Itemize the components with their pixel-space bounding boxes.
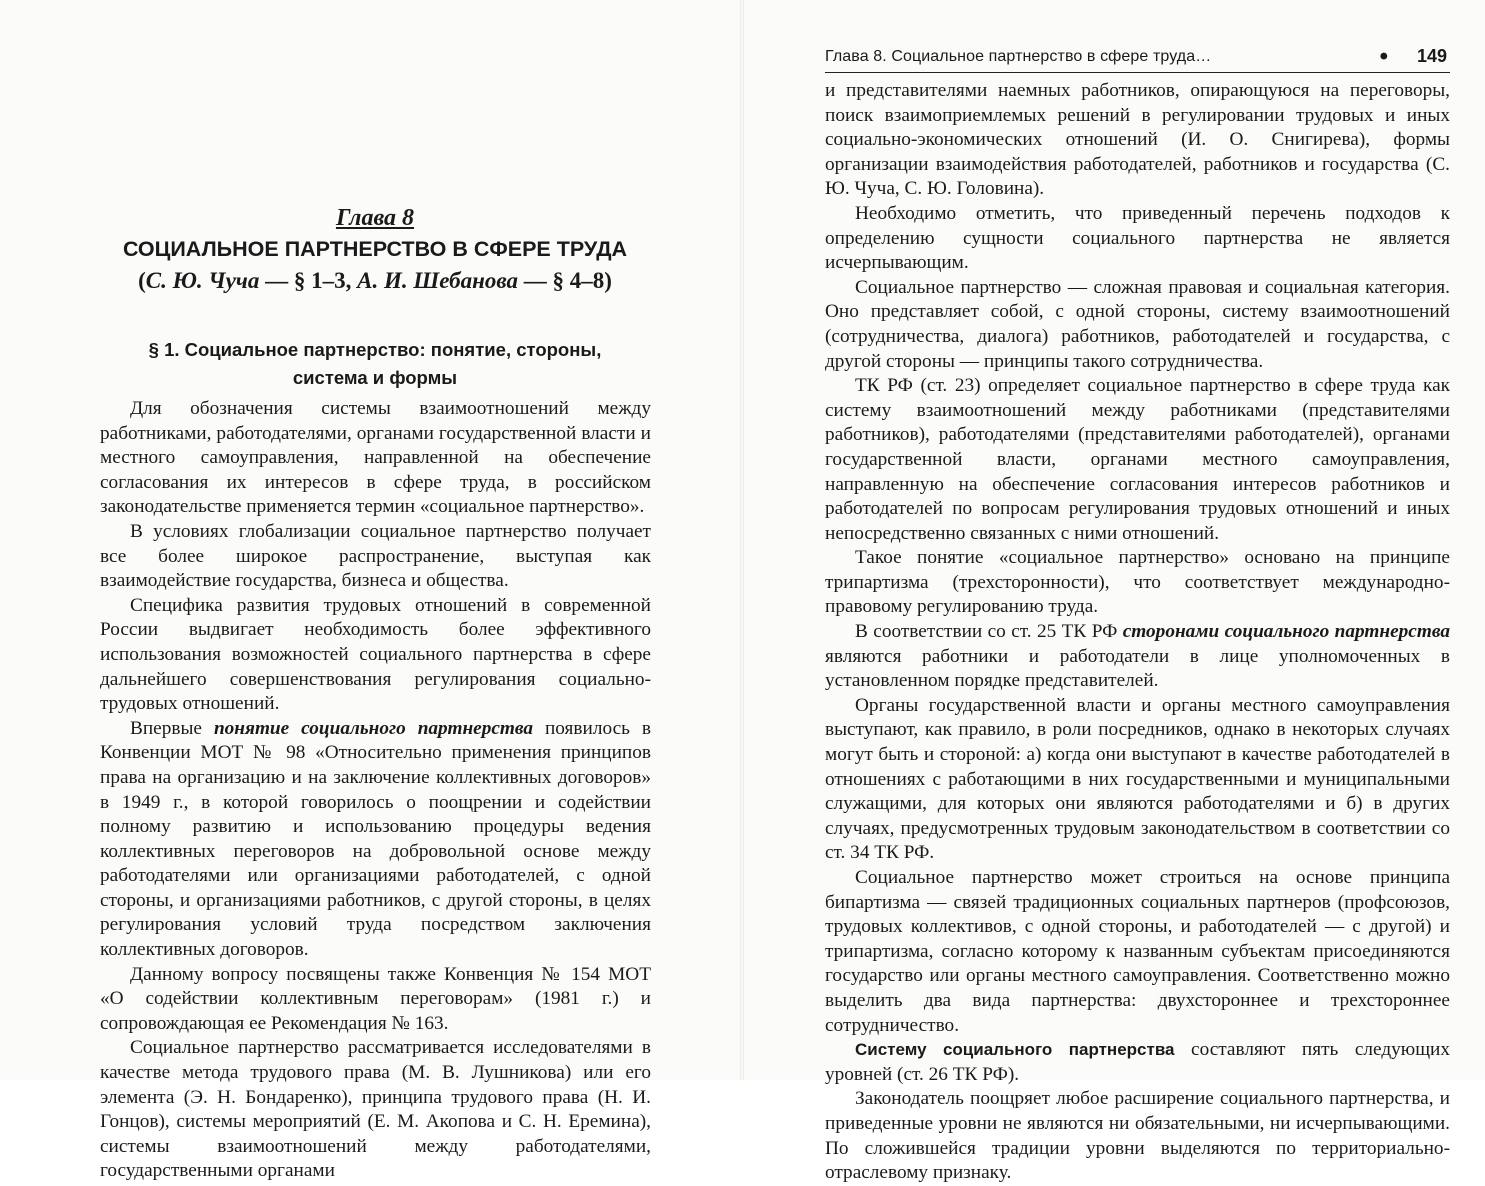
paragraph: Социальное партнерство — сложная правовая и социальная категория. Оно представляет собой, с одной стороны, систему взаимоотношений (сотрудничества, диалога) работников, работодателей и государства, с другой стороны — принципы такого сотрудничества. xyxy=(825,276,1450,372)
paragraph: и представителями наемных работников, опирающуюся на переговоры, поиск взаимоприемлемых решений в регулировании трудовых и иных социально-экономических отношений (И. О. Снигирева), формы организации взаимодействия работодателей, работников и государства (С. Ю. Чуча, С. Ю. Головина). xyxy=(825,80,1450,200)
paragraph xyxy=(100,717,651,963)
author-2-sections: — § 4–8) xyxy=(518,268,612,293)
paragraph: Специфика развития трудовых отношений в современной России выдвигает необходимость более эффективного использования возможностей социального партнерства в сфере дальнейшего совершенствования регулирования социально-трудовых отношений. xyxy=(100,594,651,715)
author-1-sections: — § 1–3, xyxy=(259,268,358,293)
left-body-text xyxy=(100,397,651,1184)
text-run: В соответствии со ст. 25 ТК РФ xyxy=(855,621,1123,643)
term-emphasis: сторонами социального партнерства xyxy=(1122,621,1450,643)
paragraph: Законодатель поощряет любое расширение социального партнерства, и приведенные уровни не являются ни обязательными, ни исчерпывающими. По сложившейся традиции уровни выделяются по территориально-отраслевому признаку. xyxy=(825,1088,1450,1184)
authors-open: ( xyxy=(138,268,146,293)
term-emphasis: понятие социального партнерства xyxy=(213,717,534,739)
right-page xyxy=(742,0,1485,1184)
section-heading-line-1: § 1. Социальное партнерство: понятие, стороны, xyxy=(148,339,602,360)
bullet-icon: • xyxy=(1379,43,1388,70)
text-run: являются работники и работодатели в лице уполномоченных в установленном порядке представителей. xyxy=(825,645,1450,692)
chapter-number: Глава 8 xyxy=(335,205,415,231)
author-1: С. Ю. Чуча xyxy=(145,268,260,293)
text-run: составляют пять следующих уровней (ст. 26 ТК РФ). xyxy=(825,1039,1451,1085)
paragraph: Для обозначения системы взаимоотношений между работниками, работодателями, органами государственной власти и местного самоуправления, направленной на обеспечение согласования их интересов в сфере труда, в российском законодательстве применяется термин «социальное партнерство». xyxy=(100,398,651,518)
paragraph: В условиях глобализации социальное партнерство получает все более широкое распространение, выступая как взаимодействие государства, бизнеса и общества. xyxy=(100,520,651,592)
section-heading-line-2: система и формы xyxy=(292,367,458,388)
paragraph: Социальное партнерство рассматривается исследователями в качестве метода трудового права (М. В. Лушникова) или его элемента (Э. Н. Бондаренко), принципа трудового права (Н. И. Гонцов), системы мероприятий (Е. М. Акопова и С. Н. Еремина), системы взаимоотношений между работодателями, государственными органами xyxy=(100,1037,651,1182)
chapter-heading xyxy=(100,203,650,297)
paragraph: ТК РФ (ст. 23) определяет социальное партнерство в сфере труда как систему взаимоотношений между работниками (представителями работников), работодателями (представителями работодателей), органами государственной власти, органами местного самоуправления, направленную на обеспечение согласования интересов работников и работодателей по вопросам регулирования трудовых отношений и иных непосредственно связанных с ними отношений. xyxy=(825,375,1450,544)
running-header xyxy=(825,44,1450,73)
paragraph: Необходимо отметить, что приведенный перечень подходов к определению сущности социального партнерства не является исчерпывающим. xyxy=(825,202,1450,274)
author-2: А. И. Шебанова xyxy=(357,268,519,293)
running-header-title: Глава 8. Социальное партнерство в сфере труда… xyxy=(825,48,1212,65)
paragraph: Такое понятие «социальное партнерство» основано на принципе трипартизма (трехсторонности), что соответствует международно-правовому регулированию труда. xyxy=(825,547,1450,618)
chapter-title: СОЦИАЛЬНОЕ ПАРТНЕРСТВО В СФЕРЕ ТРУДА xyxy=(122,237,628,261)
paragraph: Социальное партнерство может строиться на основе принципа бипартизма — связей традиционных социальных партнеров (профсоюзов, трудовых коллективов, с одной стороны, и работодателей — с другой) и трипартизма, согласно которому к названным субъектам присоединяются государство или органы местного самоуправления. Соответственно можно выделить два вида партнерства: двухстороннее и трехстороннее сотрудничество. xyxy=(825,867,1450,1036)
text-run: появилось в Конвенции МОТ № 98 «Относительно применения принципов права на организацию и на заключение коллективных договоров» в 1949 г., в которой говорилось о поощрении и содействии полному развитию и использованию процедуры ведения коллективных переговоров на добровольной основе между работодателями или организациями работодателей, с одной стороны, и организациями работников, с другой стороны, в целях регулирования условий труда посредством заключения коллективных договоров. xyxy=(100,717,651,961)
paragraph xyxy=(825,620,1450,694)
chapter-authors xyxy=(100,265,650,297)
term-bold: Систему социального партнерства xyxy=(855,1040,1175,1060)
page-number: 149 xyxy=(1416,46,1447,66)
text-run: Впервые xyxy=(130,717,214,739)
paragraph: Данному вопросу посвящены также Конвенция № 154 МОТ «О содействии коллективным переговорам» (1981 г.) и сопровождающая ее Рекомендация № 163. xyxy=(100,963,651,1034)
right-body-text xyxy=(825,79,1450,1186)
left-page xyxy=(0,0,742,1182)
paragraph: Органы государственной власти и органы местного самоуправления выступают, как правило, в роли посредников, однако в некоторых случаях могут быть и стороной: а) когда они выступают в качестве работодателей в отношениях с работающими в них государственными и муниципальными служащими, для которых они являются работодателями и б) в других случаях, предусмотренных трудовым законодательством в соответствии со ст. 34 ТК РФ. xyxy=(825,694,1450,864)
section-heading xyxy=(100,336,650,392)
